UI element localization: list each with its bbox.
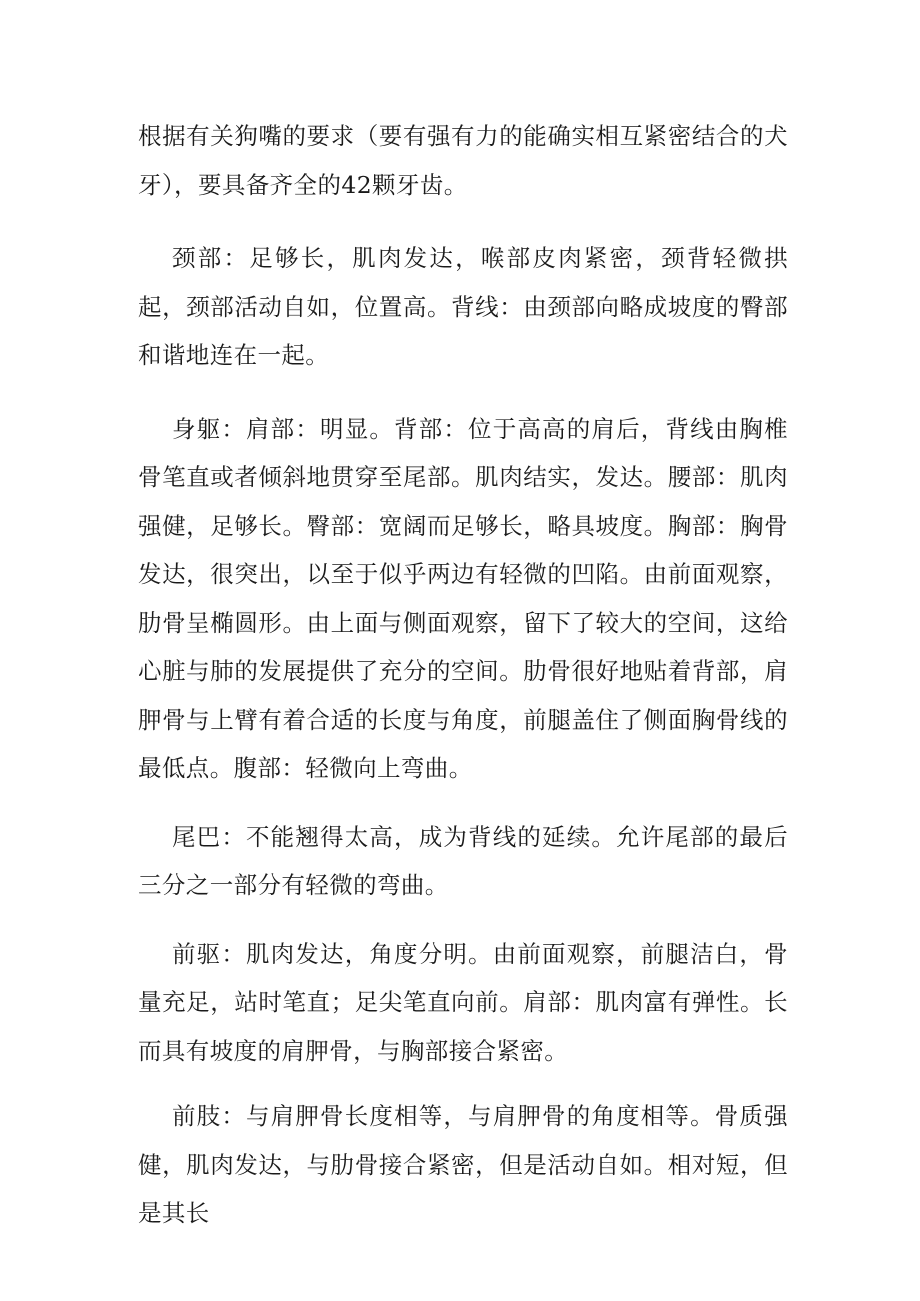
document-page bbox=[138, 112, 788, 1238]
paragraph-teeth: 根据有关狗嘴的要求（要有强有力的能确实相互紧密结合的犬牙），要具备齐全的42颗牙齿。 bbox=[138, 122, 788, 199]
paragraph-neck: 颈部：足够长，肌肉发达，喉部皮肉紧密，颈背轻微拱起，颈部活动自如，位置高。背线：由颈部向略成坡度的臀部和谐地连在一起。 bbox=[138, 244, 788, 369]
paragraph-tail: 尾巴：不能翘得太高，成为背线的延续。允许尾部的最后三分之一部分有轻微的弯曲。 bbox=[138, 822, 788, 899]
paragraph-body: 身躯：肩部：明显。背部：位于高高的肩后，背线由胸椎骨笔直或者倾斜地贯穿至尾部。肌肉结实，发达。腰部：肌肉强健，足够长。臀部：宽阔而足够长，略具坡度。胸部：胸骨发达，很突出，以至于似乎两边有轻微的凹陷。由前面观察，肋骨呈椭圆形。由上面与侧面观察，留下了较大的空间，这给心脏与肺的发展提供了充分的空间。肋骨很好地贴着背部，肩胛骨与上臂有着合适的长度与角度，前腿盖住了侧面胸骨线的最低点。腹部：轻微向上弯曲。 bbox=[138, 414, 788, 782]
paragraph-forelegs: 前肢：与肩胛骨长度相等，与肩胛骨的角度相等。骨质强健，肌肉发达，与肋骨接合紧密，但是活动自如。相对短，但是其长 bbox=[138, 1102, 788, 1227]
paragraph-forequarters: 前驱：肌肉发达，角度分明。由前面观察，前腿洁白，骨量充足，站时笔直；足尖笔直向前。肩部：肌肉富有弹性。长而具有坡度的肩胛骨，与胸部接合紧密。 bbox=[138, 939, 788, 1065]
